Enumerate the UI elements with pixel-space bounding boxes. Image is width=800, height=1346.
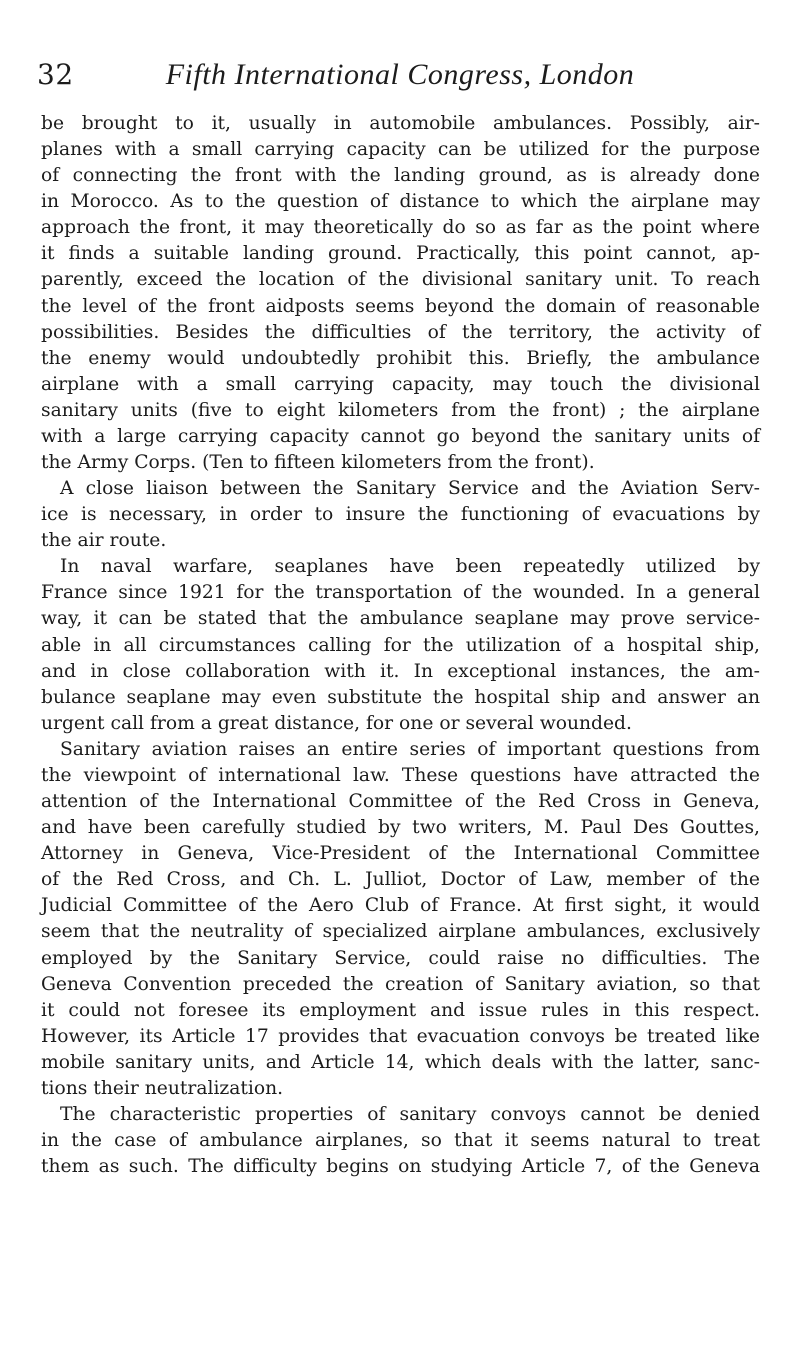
text-line: be brought to it, usually in automobile ambulances. Possibly, air-: [41, 113, 760, 134]
text-line: of connecting the front with the landing ground, as is already done: [41, 165, 760, 187]
text-line: tions their neutralization.: [41, 1077, 284, 1099]
text-line: Judicial Committee of the Aero Club of France. At first sight, it would: [41, 895, 760, 917]
text-line: airplane with a small carrying capacity, may touch the divisional: [41, 373, 760, 395]
text-line: mobile sanitary units, and Article 14, which deals with the latter, sanc-: [41, 1051, 760, 1073]
text-line: of the Red Cross, and Ch. L. Julliot, Doctor of Law, member of the: [41, 869, 760, 891]
text-line: However, its Article 17 provides that evacuation convoys be treated like: [41, 1025, 760, 1047]
text-line: and in close collaboration with it. In exceptional instances, the am-: [41, 660, 760, 682]
page-number: 32: [37, 58, 74, 91]
text-line: with a large carrying capacity cannot go beyond the sanitary units of: [41, 425, 760, 447]
text-line: planes with a small carrying capacity can be utilized for the purpose: [41, 139, 760, 161]
text-line: it could not foresee its employment and issue rules in this respect.: [41, 999, 760, 1021]
text-line: Attorney in Geneva, Vice-President of the International Committee: [41, 843, 760, 865]
text-line: ice is necessary, in order to insure the functioning of evacuations by: [41, 504, 760, 526]
text-line: parently, exceed the location of the divisional sanitary unit. To reach: [41, 269, 760, 291]
text-line: it finds a suitable landing ground. Practically, this point cannot, ap-: [41, 243, 760, 265]
paragraph-first-line: Sanitary aviation raises an entire series of important questions from: [60, 738, 760, 760]
text-line: attention of the International Committee of the Red Cross in Geneva,: [41, 791, 760, 813]
text-line: approach the front, it may theoretically do so as far as the point where: [41, 217, 760, 239]
text-line: possibilities. Besides the difficulties of the territory, the activity of: [41, 321, 760, 343]
text-line: seem that the neutrality of specialized airplane ambulances, exclusively: [41, 921, 760, 943]
paragraph-first-line: The characteristic properties of sanitary convoys cannot be denied: [60, 1103, 760, 1125]
text-line: employed by the Sanitary Service, could raise no difficulties. The: [41, 947, 760, 969]
text-line: in Morocco. As to the question of distance to which the airplane may: [41, 191, 760, 213]
text-line: way, it can be stated that the ambulance seaplane may prove service-: [41, 608, 760, 630]
text-line: Geneva Convention preceded the creation of Sanitary aviation, so that: [41, 973, 760, 995]
paragraph-first-line: A close liaison between the Sanitary Service and the Aviation Serv-: [60, 478, 760, 500]
text-line: the viewpoint of international law. These questions have attracted the: [41, 764, 760, 786]
text-line: France since 1921 for the transportation of the wounded. In a general: [41, 582, 760, 604]
text-line: able in all circumstances calling for the utilization of a hospital ship,: [41, 634, 760, 656]
text-line: the Army Corps. (Ten to fifteen kilometers from the front).: [41, 452, 595, 474]
text-line: them as such. The difficulty begins on studying Article 7, of the Geneva: [41, 1156, 760, 1178]
text-line: in the case of ambulance airplanes, so that it seems natural to treat: [41, 1130, 760, 1152]
running-head: [37, 58, 763, 98]
text-line: sanitary units (five to eight kilometers from the front) ; the airplane: [41, 399, 760, 421]
text-line: and have been carefully studied by two writers, M. Paul Des Gouttes,: [41, 817, 760, 839]
body-text: [41, 111, 760, 1180]
text-line: bulance seaplane may even substitute the hospital ship and answer an: [41, 686, 760, 708]
text-line: urgent call from a great distance, for one or several wounded.: [41, 712, 632, 734]
text-line: the level of the front aidposts seems beyond the domain of reasonable: [41, 295, 760, 317]
text-line: the air route.: [41, 530, 167, 552]
paragraph-first-line: In naval warfare, seaplanes have been repeatedly utilized by: [60, 556, 760, 578]
running-title: Fifth International Congress, London: [165, 58, 635, 91]
text-line: the enemy would undoubtedly prohibit this. Briefly, the ambulance: [41, 347, 760, 369]
